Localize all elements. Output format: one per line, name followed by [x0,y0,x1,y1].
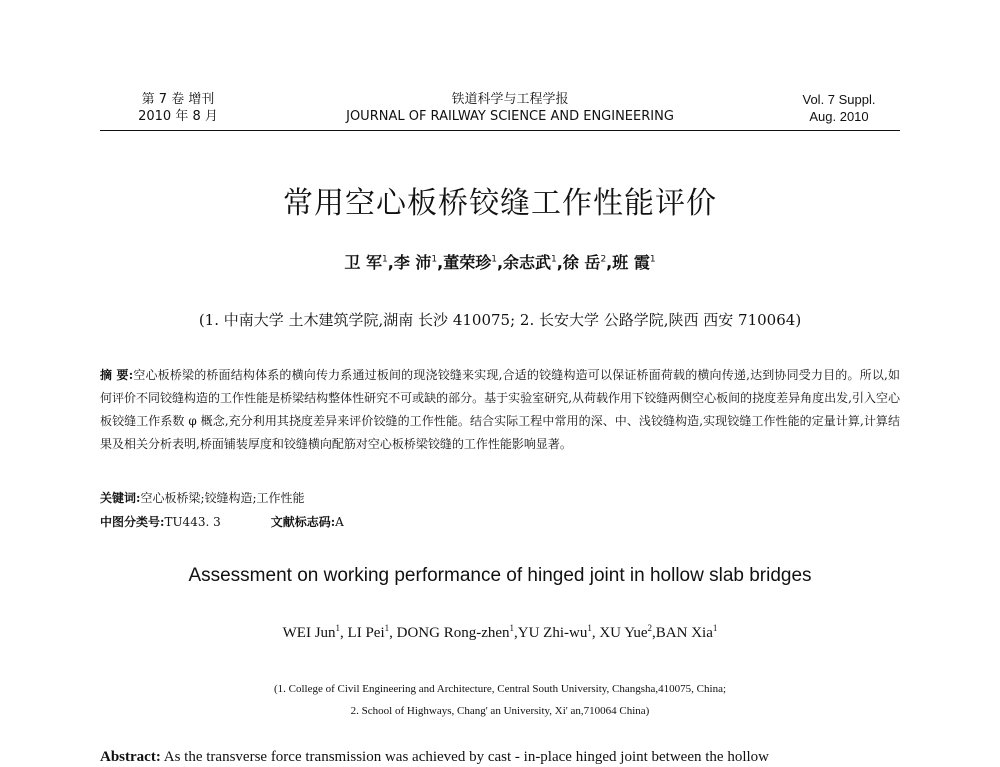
author-en-affil-mark: 1 [587,623,592,633]
date-line: 2010 年 8 月 [138,109,218,124]
author-cn-affil-mark: 1 [551,254,557,265]
author-cn-separator: , [606,253,613,272]
author-cn-affil-mark: 1 [649,254,656,265]
paper-title-en: Assessment on working performance of hinged joint in hollow slab bridges [188,565,812,586]
header-rule [100,130,900,131]
author-en-affil-mark: 1 [509,623,515,633]
affiliation-en [0,678,1000,722]
keywords-cn [100,488,900,508]
author-en-affil-mark: 1 [712,623,718,633]
author-cn-affil-mark: 2 [600,254,607,265]
paper-title-cn: 常用空心板桥铰缝工作性能评价 [283,186,717,221]
author-en-name: XU Yue [599,625,648,641]
author-cn-separator: , [387,253,394,272]
clc-label: 中图分类号: [100,515,165,529]
author-en-separator: , [652,625,656,641]
author-cn-affil-mark: 1 [491,254,497,265]
clc-value: TU443. 3 [164,515,221,529]
author-cn-name: 卫 军 [344,253,382,272]
author-cn-name: 董荣珍 [443,253,492,272]
author-cn-separator: , [437,253,444,272]
abstract-label-en: Abstract: [100,749,161,765]
abstract-en [100,747,900,767]
author-en-name: YU Zhi-wu [517,625,588,641]
abstract-text-en: As the transverse force transmission was achieved by cast - in-place hinged joint between the hollow [163,749,769,765]
doc-code-value: A [335,515,344,529]
author-en-separator: , [591,625,600,641]
issue-info [118,91,238,125]
abstract-cn [100,364,900,456]
author-en-name: WEI Jun [282,625,336,641]
affiliation-en-line2: 2. School of Highways, Chang' an University, Xi' an,710064 China) [350,705,650,717]
author-en-affil-mark: 2 [647,623,653,633]
doc-code-label: 文献标志码: [270,515,336,529]
author-list-cn [0,250,1000,273]
author-cn-affil-mark: 1 [382,254,388,265]
author-cn-separator: , [496,253,504,272]
journal-name-en: JOURNAL OF RAILWAY SCIENCE AND ENGINEERING [346,109,674,124]
author-en-name: BAN Xia [655,625,713,641]
classification-line [100,512,900,532]
author-cn-separator: , [556,253,563,272]
author-cn-name: 余志武 [503,253,552,272]
issue-info-en [780,91,898,125]
author-cn-name: 徐 岳 [562,253,601,272]
author-en-name: DONG Rong-zhen [396,625,510,641]
author-list-en [0,623,1000,642]
abstract-label-cn: 摘 要: [100,368,134,382]
author-en-separator: , [389,625,397,641]
author-cn-affil-mark: 1 [431,254,438,265]
affiliation-en-line1: (1. College of Civil Engineering and Architecture, Central South University, Changsha,410075, China; [273,683,727,695]
volume-line: 第 7 卷 增刊 [141,92,215,107]
author-en-separator: , [340,625,348,641]
journal-name [300,91,720,125]
keywords-label-cn: 关键词: [100,491,141,505]
abstract-text-cn: 空心板桥梁的桥面结构体系的横向传力系通过板间的现浇铰缝来实现,合适的铰缝构造可以保证桥面荷载的横向传递,达到协同受力目的。所以,如何评价不同铰缝构造的工作性能是桥梁结构整体性研究不可或缺的部分。基于实验室研究,从荷载作用下铰缝两侧空心板间的挠度差异角度出发,引入空心板铰缝工作系数 φ 概念,充分利用其挠度差异来评价铰缝的工作性能。结合实际工程中常用的深、中、浅铰缝构造,实现铰缝工作性能的定量计算,计算结果及相关分析表明,桥面铺装厚度和铰缝横向配筋对空心板桥梁铰缝的工作性能影响显著。 [100,368,901,451]
author-en-affil-mark: 1 [384,623,390,633]
author-en-separator: , [514,625,518,641]
author-cn-name: 李 沛 [393,253,432,272]
author-cn-name: 班 霞 [612,253,650,272]
date-line-en: Aug. 2010 [809,109,869,124]
journal-name-cn: 铁道科学与工程学报 [451,92,569,107]
author-en-name: LI Pei [347,625,385,641]
author-en-affil-mark: 1 [335,623,341,633]
volume-line-en: Vol. 7 Suppl. [802,92,876,107]
affiliation-cn: (1. 中南大学 土木建筑学院,湖南 长沙 410075; 2. 长安大学 公路学院,陕西 西安 710064) [198,311,802,329]
keywords-text-cn: 空心板桥梁;铰缝构造;工作性能 [140,491,305,505]
